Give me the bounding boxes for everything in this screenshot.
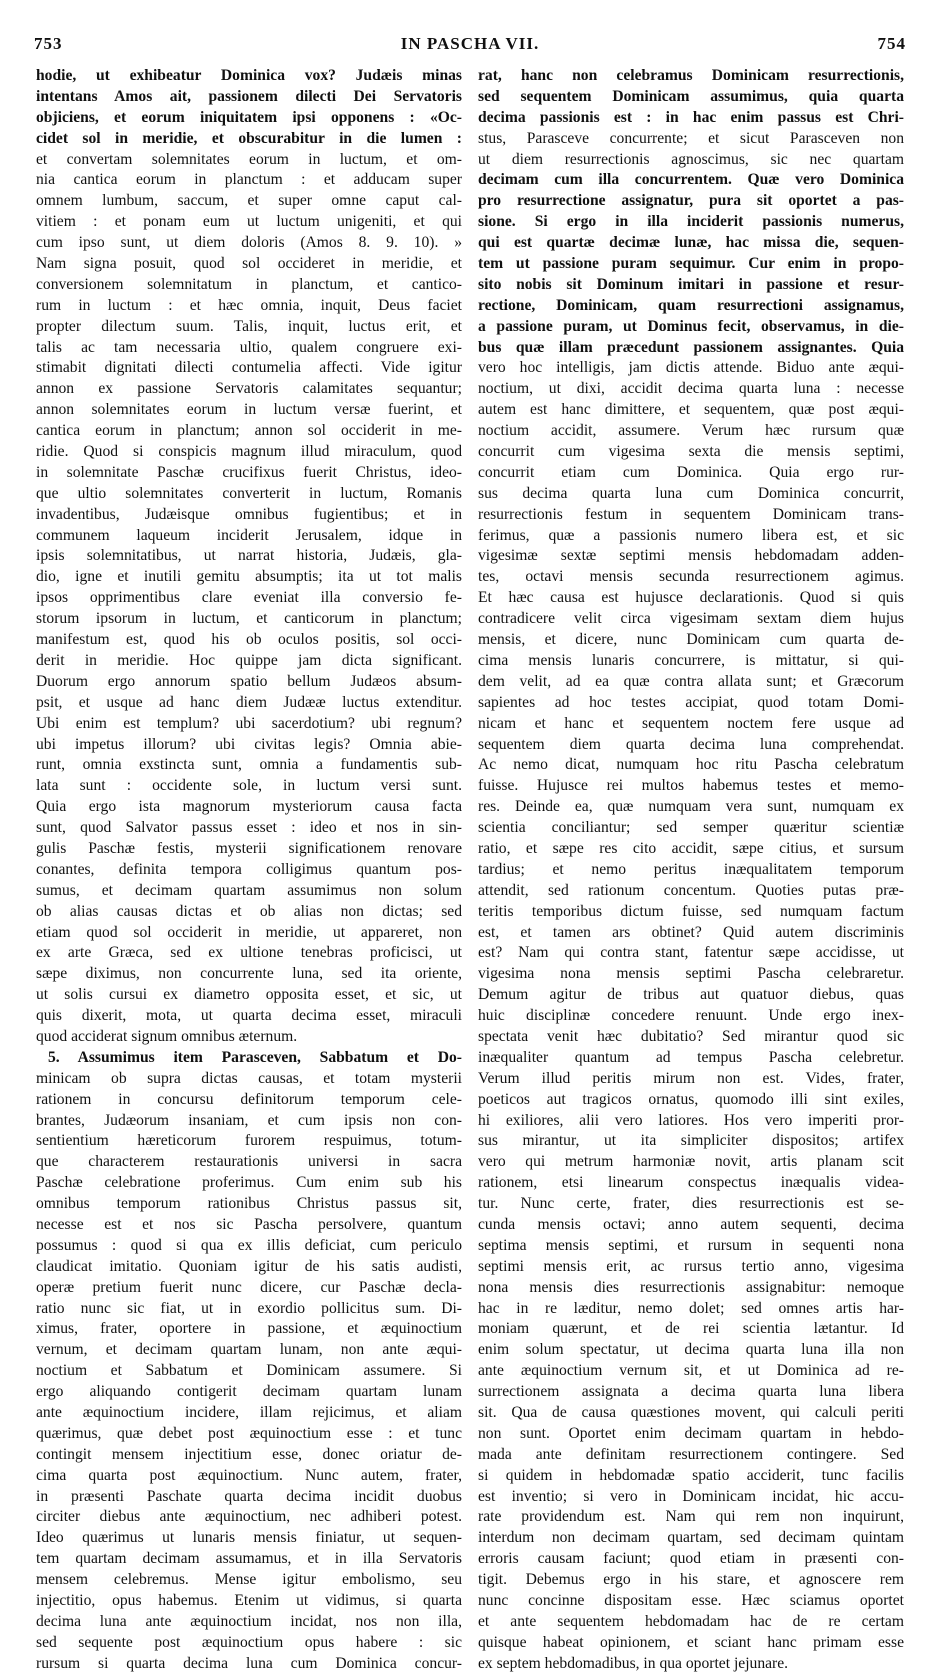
text-line: ubi impetus illorum? ubi civitas legis? Omnia abie-	[36, 735, 462, 753]
text-line: Nam signa posuit, quod sol occideret in meridie, et	[36, 255, 462, 273]
text-line: et ante sequentem hebdomadam hac de re certam	[478, 1612, 904, 1630]
text-line: sione. Si ergo in illa inciderit passionis numerus,	[478, 213, 904, 231]
text-line: interdum non decimam quartam, sed decimam quintam	[478, 1529, 904, 1547]
text-line: annon solemnitates eorum in luctum versæ fuerint, et	[36, 401, 462, 419]
text-line: ferimus, quæ a passionis numero libera est, et sic	[478, 526, 904, 544]
text-line: ipsos opprimentibus clare eveniat illa conversio fe-	[36, 589, 462, 607]
text-line: hac in re læditur, nemo dolet; sed omnes artis har-	[478, 1299, 904, 1317]
page-number-left: 753	[34, 34, 63, 53]
text-line: quod acciderat signum omnibus æternum.	[36, 1027, 298, 1045]
text-line: sumus, et decimam quartam assumimus non solum	[36, 881, 462, 899]
text-line: vernum, et decimam quartam lunam, non ante æqui-	[36, 1341, 462, 1359]
text-line: ut solis cursui ex diametro opposita esset, et sic, ut	[36, 986, 462, 1004]
text-line: autem est hanc dimittere, et sequentem, quæ post æqui-	[478, 401, 904, 419]
text-line: dem velit, ad ea quæ contra allata sunt; et Græcorum	[478, 672, 904, 690]
text-line: ratio, et sæpe res cito accidit, sæpe citius, et sursum	[478, 839, 904, 857]
text-line: minicam ob supra dictas causas, et totam mysterii	[36, 1069, 462, 1087]
text-line: hodie, ut exhibeatur Dominica vox? Judæis minas	[36, 67, 462, 84]
text-line: lata sunt : occidente sole, in luctum versi sunt.	[36, 777, 462, 795]
text-line: etiam quod sol occiderit in meridie, ut appareret, non	[36, 923, 462, 941]
text-line: vigesimæ sextæ septimi mensis hebdomadam adden-	[478, 547, 904, 565]
text-line: quis dixerit, mota, ut quarta decima esset, miraculi	[36, 1007, 462, 1025]
text-line: rationem in concursu definitorum temporum cele-	[36, 1090, 462, 1108]
text-line: cima quarta post æquinoctium. Nunc autem, frater,	[36, 1466, 462, 1484]
text-line: rum in luctum : et hæc omnia, inquit, Deus faciet	[36, 296, 462, 314]
text-line: spectata venit hæc dubitatio? Sed mirantur quod sic	[478, 1027, 904, 1045]
text-line: ob alias causas dictas et ob alias non dictas; sed	[36, 902, 462, 920]
text-line: ex arte Græca, sed ex ultione tenebras proficisci, ut	[36, 944, 462, 962]
text-column-right	[478, 66, 904, 1675]
text-line: noctium et Sabbatum et Dominicam assumere. Si	[36, 1362, 462, 1380]
text-line: ut diem resurrectionis agnoscimus, sic nec quartam	[478, 150, 904, 168]
text-line: omnibus temporum rationibus Christus passus sit,	[36, 1195, 462, 1213]
text-line: vero hoc intelligis, jam dictis attende. Biduo ante æqui-	[478, 359, 904, 377]
text-line: tem ut passione puram sequimur. Cur enim in propo-	[478, 255, 904, 273]
text-line: sentientium hæreticorum furorem respuimus, totum-	[36, 1132, 462, 1150]
text-line: rationem, etsi linearum conspectus inæqualis videa-	[478, 1174, 904, 1192]
text-line: Paschæ celebratione proferimus. Cum enim sub his	[36, 1174, 462, 1192]
text-line: ante æquinoctium incidere, illam rejicimus, et aliam	[36, 1404, 462, 1421]
text-line: cum ipso sunt, ut diem doloris (Amos 8. 9. 10). »	[36, 234, 462, 252]
text-line: est inventio; si vero in Dominicam incidat, hic accu-	[478, 1487, 904, 1505]
text-line: mensis, et dicere, nunc Dominicam cum quarta de-	[478, 631, 904, 649]
text-line: 5. Assumimus item Parasceven, Sabbatum et Do-	[48, 1048, 462, 1066]
text-line: brantes, Judæorum insaniam, et cum ipsis non con-	[36, 1111, 462, 1129]
text-line: cidet sol in meridie, et obscurabitur in die lumen :	[36, 129, 462, 147]
text-line: cantica eorum in planctum; annon sol occiderit in me-	[36, 422, 462, 440]
text-line: injectitio, opus habemus. Etenim ut vidimus, si quarta	[36, 1592, 462, 1610]
text-line: quisque habeat opinionem, et sciant hanc primam esse	[478, 1633, 904, 1651]
text-line: fuisse. Hujusce rei multos habemus testes et memo-	[478, 777, 904, 795]
text-line: conversionem solemnitatum in planctum, et cantico-	[36, 275, 462, 293]
text-line: sequentem diem quarta decima luna comprehendat.	[478, 735, 904, 753]
text-line: propter dilectum suum. Talis, inquit, luctus erit, et	[36, 317, 462, 335]
text-line: annon ex passione Servatoris calamitates sequantur;	[36, 380, 462, 398]
text-line: tardius; et nemo peritus inæqualitatem temporum	[478, 860, 904, 878]
text-line: vitiem : et ponam eum ut luctum unigeniti, et qui	[36, 213, 462, 231]
text-line: vigesima nona mensis septimi Pascha celebraretur.	[478, 965, 904, 983]
text-line: Duorum ergo annorum spatio bellum Judæos absum-	[36, 672, 462, 690]
text-line: ratio nunc sic fiat, ut in exordio pollicitus sum. Di-	[36, 1299, 462, 1317]
text-line: inæqualiter quantum ad tempus Pascha celebretur.	[478, 1048, 904, 1066]
text-line: surrectionem assignata a decima quarta luna libera	[478, 1383, 904, 1401]
text-line: invadentibus, Judæisque omnibus fugientibus; et in	[36, 505, 462, 523]
text-line: mensem celebremus. Mense igitur embolismo, seu	[36, 1571, 462, 1589]
text-line: mada ante definitam resurrectionem contingere. Sed	[478, 1445, 904, 1463]
text-line: nia cantica eorum in planctum : et adducam super	[36, 171, 462, 189]
text-line: sæpe diximus, non concurrente luna, sed ita oriente,	[36, 965, 462, 983]
text-line: huic disciplinæ concedere renuunt. Unde ergo inex-	[478, 1007, 904, 1025]
text-line: Ideo quærimus ut lunaris mensis finiatur, ut sequen-	[36, 1529, 462, 1547]
text-line: bus quæ illam præcedunt passionem assignantes. Quia	[478, 338, 904, 356]
text-line: gulis Paschæ festis, mysterii significationem renovare	[36, 839, 462, 857]
text-line: concurrit etiam cum Dominica. Quia ergo rur-	[478, 463, 904, 481]
text-line: septima mensis septimi, et rursum in sequenti nona	[478, 1236, 904, 1254]
text-line: rursum si quarta decima luna cum Dominica concur-	[36, 1654, 462, 1672]
text-line: nicam et hanc et sequentem noctem fere usque ad	[478, 714, 904, 732]
text-line: cunda mensis octavi; anno autem sequenti, decima	[478, 1215, 904, 1233]
text-line: conantes, definita tempora colligimus quantum pos-	[36, 860, 462, 878]
text-line: runt, omnia exstincta sunt, omnia a fundamentis sub-	[36, 756, 462, 774]
text-line: sit. Qua de causa quæstiones movent, qui calculi periti	[478, 1404, 904, 1421]
text-line: enim solum spectatur, ut decima quarta luna illa non	[478, 1341, 904, 1359]
text-line: est, et tamen ars obtinet? Quid autem discriminis	[478, 923, 904, 941]
text-line: erroris causam faciunt; quod etiam in præsenti con-	[478, 1550, 904, 1568]
text-line: ridie. Quod si conspicis magnum illud miraculum, quod	[36, 443, 462, 461]
text-line: decimam cum illa concurrentem. Quæ vero Dominica	[478, 171, 904, 189]
text-line: ante æquinoctium vernum sit, et ut Dominica ad re-	[478, 1362, 904, 1380]
text-line: derit in meridie. Hoc quippe jam dicta significant.	[36, 651, 462, 669]
running-title: IN PASCHA VII.	[400, 34, 540, 53]
text-line: attendit, sed rationum concentum. Quoties putas præ-	[478, 881, 904, 899]
text-line: et convertam solemnitates eorum in luctum, et om-	[36, 150, 462, 168]
text-line: ximus, frater, oportere in passione, et æquinoctium	[36, 1320, 462, 1338]
text-line: tes, octavi mensis secunda resurrectionem agimus.	[478, 568, 904, 586]
text-line: septimi mensis erit, ac rursus tertio anno, vigesima	[478, 1257, 904, 1275]
text-line: tur. Nunc certe, frater, dies resurrectionis est se-	[478, 1195, 904, 1213]
text-line: possumus : quod si qua ex illis deficiat, cum periculo	[36, 1236, 462, 1254]
text-line: noctium, ut dixi, accidit decima quarta luna : necesse	[478, 380, 904, 398]
text-line: sus mirantur, ut ita simpliciter dispositos; artifex	[478, 1132, 904, 1150]
text-line: talis ac tam necessaria ultio, qualem congruere exi-	[36, 338, 462, 356]
text-line: decima luna ante æquinoctium incidat, nos non illa,	[36, 1612, 462, 1630]
text-line: sapientes ad hoc testes accipiat, quod totam Domi-	[478, 693, 904, 711]
text-line: intentans Amos ait, passionem dilecti Dei Servatoris	[36, 87, 462, 105]
text-line: Ac nemo dicat, numquam hoc ritu Pascha celebratum	[478, 756, 904, 774]
text-line: manifestum est, quod his ob oculos positis, sol occi-	[36, 631, 462, 649]
text-line: sed sequentem Dominicam assumimus, quia quarta	[478, 87, 904, 105]
text-line: nunc concinne dispositam esse. Hæc sciamus oportet	[478, 1592, 904, 1610]
text-line: ipsis solemnitatibus, ut narrat historia, Judæis, gla-	[36, 547, 462, 565]
text-line: Et hæc causa est hujusce declarationis. Quod si quis	[478, 589, 904, 607]
text-line: noctium accidit, assumere. Verum hæc rursum quæ	[478, 422, 904, 440]
text-line: hi exiliores, alii vero latiores. Hos vero imperiti pror-	[478, 1111, 904, 1129]
text-line: stus, Parasceve concurrente; et sicut Parasceven non	[478, 129, 904, 147]
text-line: vero qui metrum harmoniæ novit, artis planam scit	[478, 1153, 904, 1171]
text-line: Ubi enim est templum? ubi sacerdotium? ubi regnum?	[36, 714, 462, 732]
text-line: necesse est et nos sic Pascha persolvere, quantum	[36, 1215, 462, 1233]
text-line: circiter diebus ante æquinoctium, nec adhiberi potest.	[36, 1508, 462, 1526]
text-line: est? Nam qui contra stant, fatentur sæpe accidisse, ut	[478, 944, 904, 962]
text-line: Quia ergo ista magnorum mysteriorum causa facta	[36, 798, 462, 816]
text-line: operæ pretium fuerit nunc dicere, cur Paschæ decla-	[36, 1278, 462, 1296]
text-line: tem quartam decimam assumamus, et in illa Servatoris	[36, 1550, 462, 1568]
text-line: psit, et usque ad hanc diem Judææ luctus extenditur.	[36, 693, 462, 711]
text-line: rectione, Dominicam, quam resurrectioni assignamus,	[478, 296, 904, 314]
text-line: contingit mensem injectitium esse, donec oriatur de-	[36, 1445, 462, 1463]
text-line: storum ipsorum in luctum, et canticorum in planctum;	[36, 610, 462, 628]
text-line: communem laqueum inciderit Jerusalem, idque in	[36, 526, 462, 544]
text-line: scientia conciliantur; sed semper quæritur scientiæ	[478, 819, 904, 837]
text-line: rat, hanc non celebramus Dominicam resurrectionis,	[478, 67, 904, 84]
text-line: sunt, quod Salvator passus esset : ideo et nos in sin-	[36, 819, 462, 837]
text-line: non sunt. Oportet enim decimam quartam in hebdo-	[478, 1424, 904, 1442]
text-line: tigit. Debemus ergo in his stare, et agnoscere rem	[478, 1571, 904, 1589]
text-line: sito nobis sit Dominum imitari in passione et resur-	[478, 275, 904, 293]
text-line: res. Deinde ea, quæ numquam vera sunt, numquam ex	[478, 798, 904, 816]
text-line: in præsenti Paschate quarta decima incidit duobus	[36, 1487, 462, 1505]
text-line: claudicat imitatio. Quoniam igitur de his satis audisti,	[36, 1257, 462, 1275]
text-line: Verum illud peritis mirum non est. Vides, frater,	[478, 1069, 904, 1087]
text-line: que characterem restaurationis universi in sacra	[36, 1153, 462, 1171]
text-line: objiciens, et eorum iniquitatem ipsi opponens : «Oc-	[36, 108, 462, 126]
text-line: rate providendum est. Nam qui rem non inquirunt,	[478, 1508, 904, 1526]
text-line: si quidem in hebdomadæ spatio acciderit, tunc facilis	[478, 1466, 904, 1484]
text-line: moniam quærunt, et de rei scientia lætantur. Id	[478, 1320, 904, 1338]
page-number-right: 754	[877, 34, 906, 53]
text-line: contradicere velit circa vigesimam sextam diem hujus	[478, 610, 904, 628]
text-line: decima passionis est : in hac enim passus est Chri-	[478, 108, 904, 126]
running-header	[34, 34, 906, 60]
text-line: pro resurrectione assignatur, pura sit oportet a pas-	[478, 192, 904, 210]
text-line: sed sequente post æquinoctium opus habere : sic	[36, 1633, 462, 1651]
text-line: concurrit cum vigesima sexta die mensis septimi,	[478, 443, 904, 461]
text-line: dio, igne et inutili gemitu absumptis; ita ut tot malis	[36, 568, 462, 586]
text-line: ex septem hebdomadibus, in qua oportet jejunare.	[478, 1654, 789, 1672]
text-line: omnem lumbum, saccum, et super omne caput cal-	[36, 192, 462, 210]
text-line: Demum agitur de tribus aut quatuor diebus, quas	[478, 986, 904, 1004]
text-line: cima mensis lunaris concurrere, is mittatur, si qui-	[478, 651, 904, 669]
text-line: quærimus, quæ debet post æquinoctium esse : et tunc	[36, 1424, 462, 1442]
text-column-left	[36, 66, 462, 1675]
text-line: qui est quartæ decimæ lunæ, hac missa die, sequen-	[478, 234, 904, 252]
text-line: teritis temporibus dictum fuisse, sed numquam factum	[478, 902, 904, 920]
text-line: sus decima quarta luna cum Dominica concurrit,	[478, 484, 904, 502]
text-line: que ultio solemnitates converterit in luctum, Romanis	[36, 484, 462, 502]
text-line: a passione puram, ut Dominus fecit, observamus, in die-	[478, 317, 904, 335]
text-line: resurrectionis festum in sequentem Dominicam trans-	[478, 505, 904, 523]
text-line: ergo aliquando contigerit decimam quartam lunam	[36, 1383, 462, 1401]
text-line: stimabit dignitati dilecti contumelia affecti. Vide igitur	[36, 359, 462, 377]
text-line: poeticos aut tragicos ornatus, quomodo illi sint exiles,	[478, 1090, 904, 1108]
text-line: in solemnitate Paschæ crucifixus fuerit Christus, ideo-	[36, 463, 462, 481]
text-line: nona mensis dies resurrectionis assignabitur: nemoque	[478, 1278, 904, 1296]
